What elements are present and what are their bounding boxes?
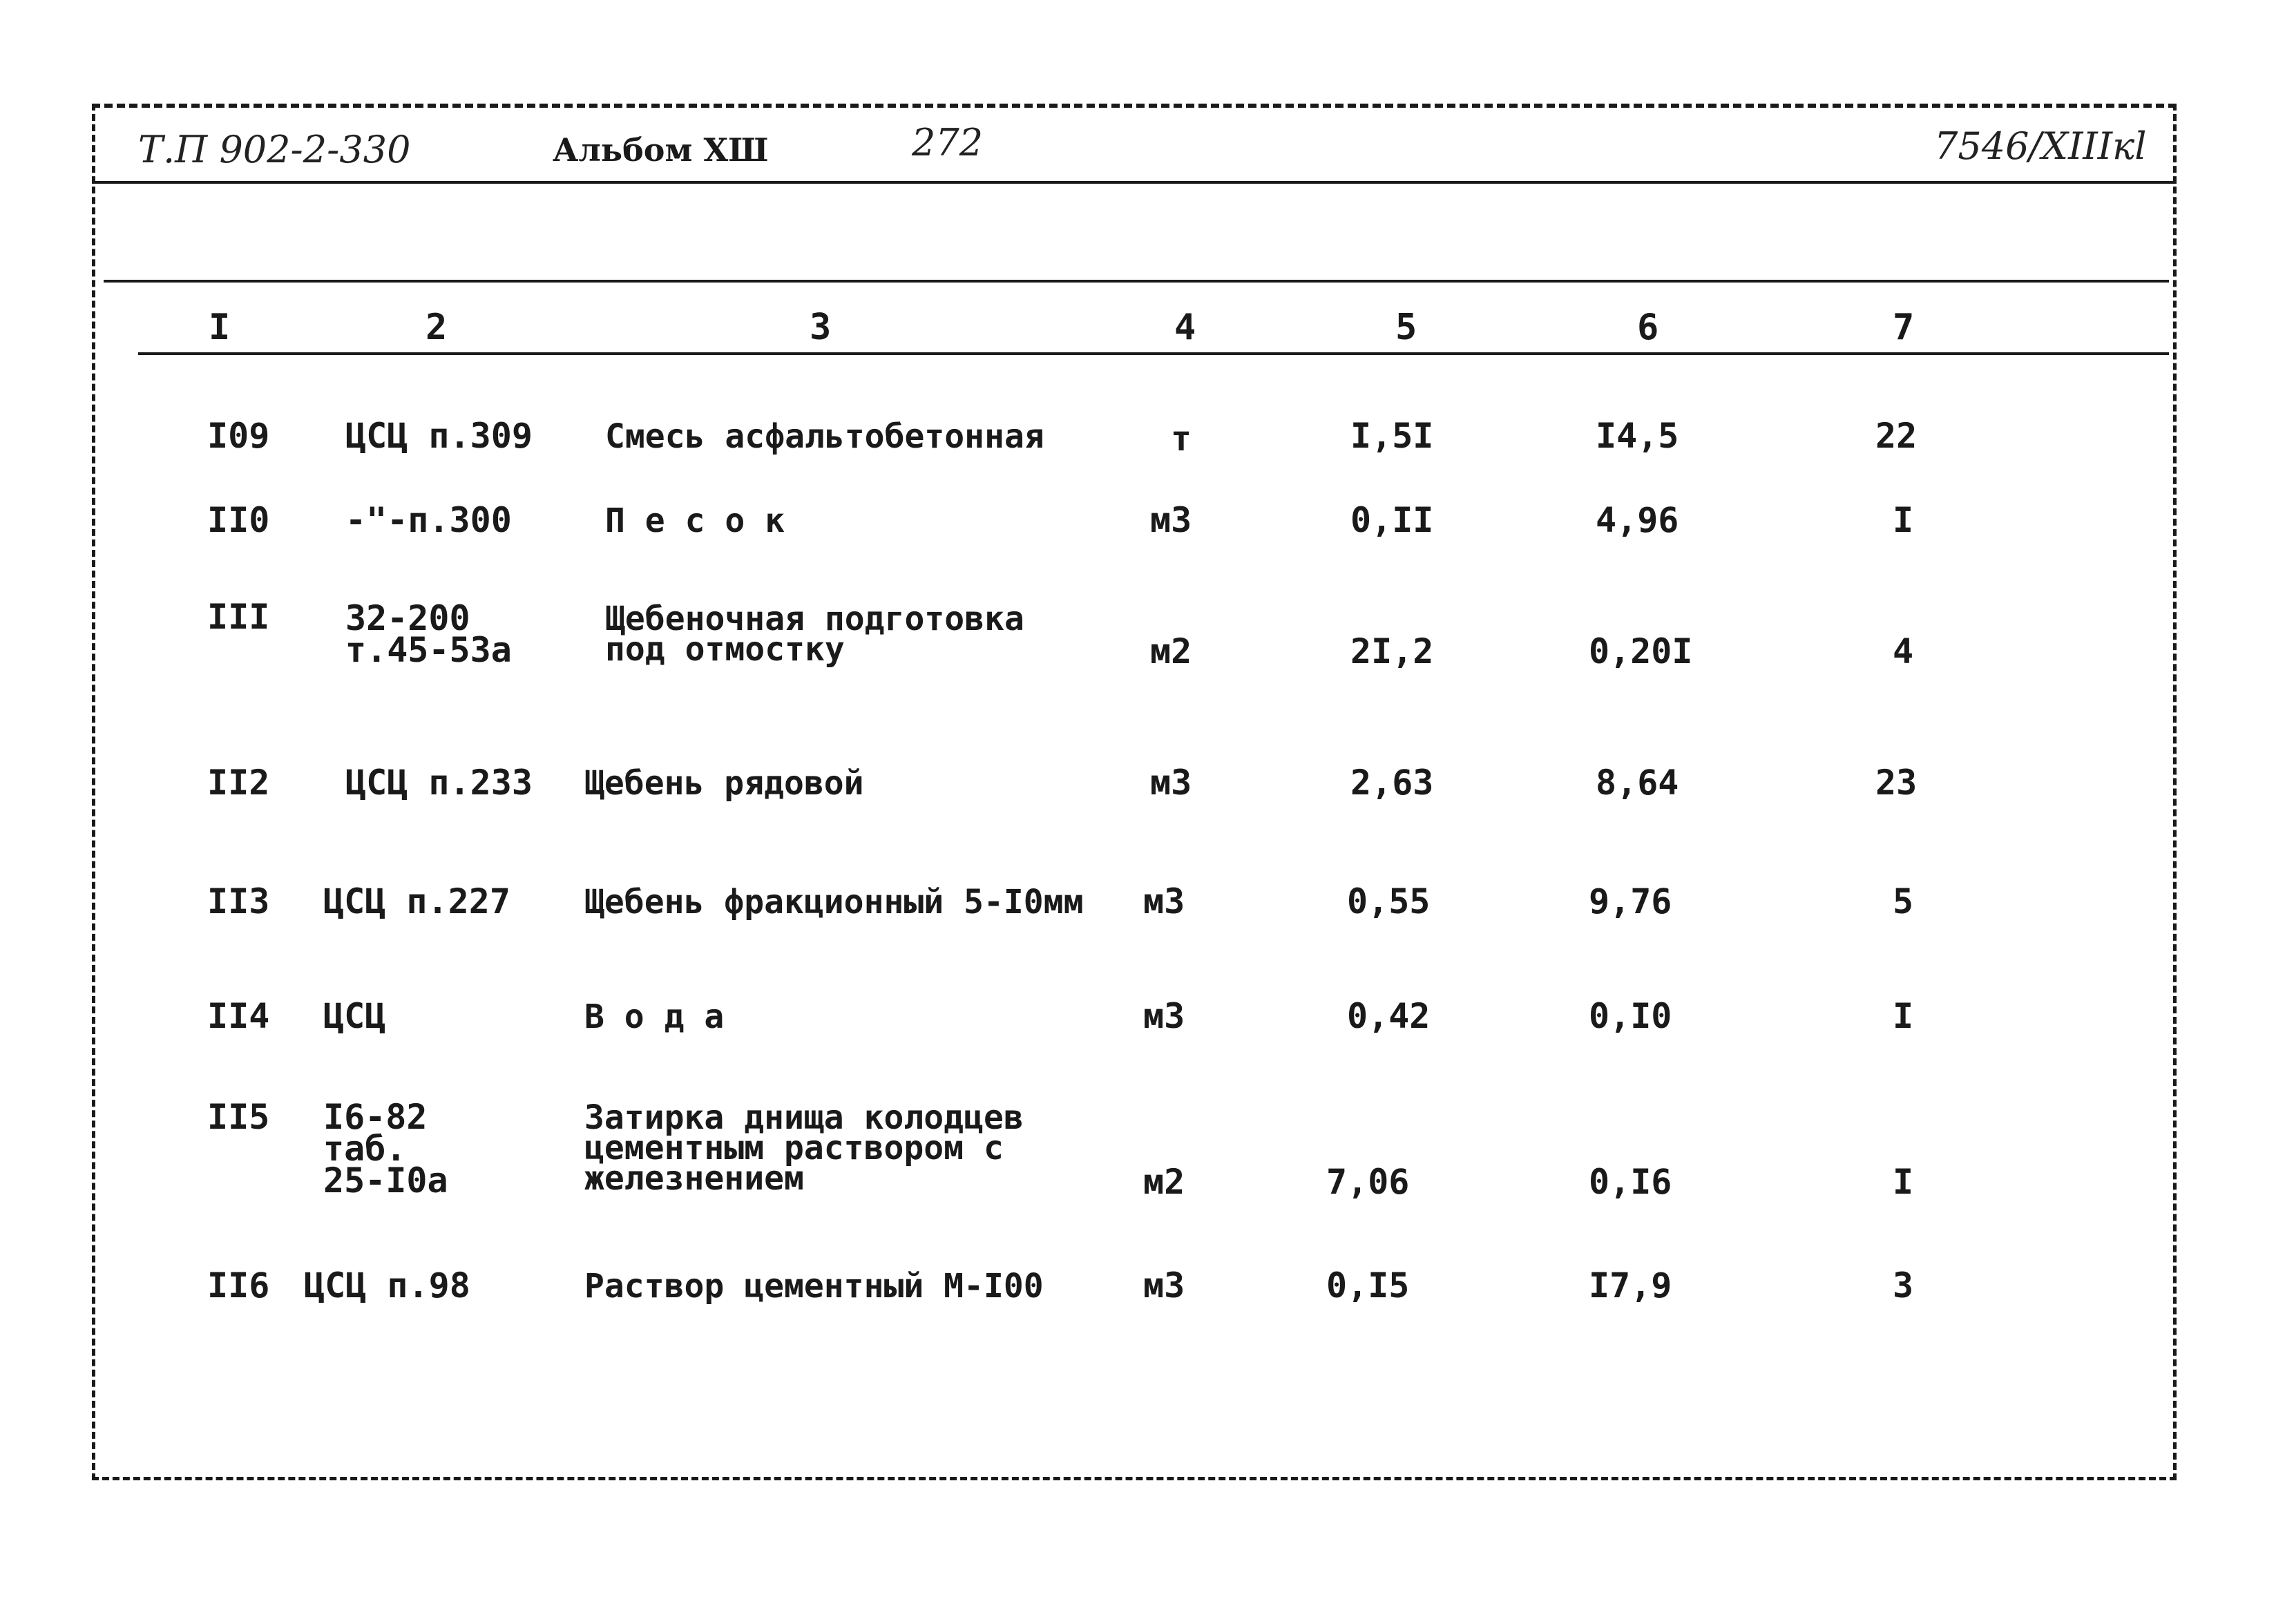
row-price: 8,64: [1596, 763, 1679, 803]
row-description: Щебень рядовой: [584, 764, 864, 803]
row-unit: м2: [1150, 631, 1192, 671]
row-number: II4: [207, 996, 270, 1036]
row-number: II2: [207, 763, 270, 803]
column-number-1: I: [209, 307, 231, 348]
row-description: Щебеночная подготовка под отмостку: [605, 600, 1024, 669]
row-unit: м3: [1143, 881, 1185, 921]
row-total: 5: [1893, 881, 1914, 921]
row-quantity: 0,42: [1347, 996, 1431, 1036]
table-top-divider: [104, 280, 2169, 283]
row-description: В о д а: [584, 997, 725, 1036]
row-unit: м3: [1143, 996, 1185, 1036]
row-reference: ЦСЦ: [323, 996, 386, 1036]
row-unit: т: [1171, 419, 1192, 459]
album-label: Альбом ХШ: [553, 131, 769, 169]
row-quantity: 2,63: [1350, 763, 1434, 803]
row-price: I7,9: [1589, 1265, 1672, 1306]
row-total: 22: [1875, 416, 1918, 456]
column-number-3: 3: [810, 307, 832, 348]
row-unit: м3: [1150, 763, 1192, 803]
row-number: II3: [207, 881, 270, 921]
row-reference: ЦСЦ п.233: [345, 763, 533, 803]
row-price: 4,96: [1596, 500, 1679, 540]
page-number: 272: [912, 121, 984, 164]
row-price: I4,5: [1596, 416, 1679, 456]
row-unit: м3: [1150, 500, 1192, 540]
header-divider: [92, 181, 2177, 184]
column-number-6: 6: [1637, 307, 1659, 348]
row-total: 3: [1893, 1265, 1914, 1306]
row-reference: ЦСЦ п.309: [345, 416, 533, 456]
row-price: 0,I0: [1589, 996, 1672, 1036]
project-code: Т.П 902-2-330: [138, 128, 411, 171]
row-description: Щебень фракционный 5-I0мм: [584, 883, 1084, 921]
row-total: I: [1893, 1162, 1914, 1202]
row-quantity: 0,55: [1347, 881, 1431, 921]
row-quantity: 0,II: [1350, 500, 1434, 540]
column-number-7: 7: [1893, 307, 1915, 348]
row-number: III: [207, 597, 270, 637]
row-number: II6: [207, 1265, 270, 1306]
column-number-4: 4: [1174, 307, 1196, 348]
row-reference: -"-п.300: [345, 500, 512, 540]
row-quantity: 0,I5: [1326, 1265, 1410, 1306]
row-description: Раствор цементный М-I00: [584, 1267, 1044, 1306]
row-reference: 32-200 т.45-53а: [345, 598, 512, 670]
row-total: 4: [1893, 631, 1914, 671]
row-reference: I6-82 таб. 25-I0а: [323, 1097, 448, 1201]
row-description: Затирка днища колодцев цементным раствором с железнением: [584, 1098, 1024, 1198]
row-number: II5: [207, 1097, 270, 1137]
row-description: Смесь асфальтобетонная: [605, 417, 1044, 456]
row-total: I: [1893, 996, 1914, 1036]
column-number-5: 5: [1395, 307, 1417, 348]
column-header-divider: [138, 352, 2169, 355]
row-description: П е с о к: [605, 501, 785, 540]
row-unit: м3: [1143, 1265, 1185, 1306]
row-quantity: I,5I: [1350, 416, 1434, 456]
inventory-number: 7546/XIIIкl: [1934, 124, 2147, 168]
row-number: I09: [207, 416, 270, 456]
row-number: II0: [207, 500, 270, 540]
row-reference: ЦСЦ п.98: [304, 1265, 470, 1306]
row-total: I: [1893, 500, 1914, 540]
row-total: 23: [1875, 763, 1918, 803]
row-quantity: 7,06: [1326, 1162, 1410, 1202]
row-reference: ЦСЦ п.227: [323, 881, 510, 921]
column-number-2: 2: [426, 307, 448, 348]
row-quantity: 2I,2: [1350, 631, 1434, 671]
row-price: 9,76: [1589, 881, 1672, 921]
row-price: 0,I6: [1589, 1162, 1672, 1202]
row-price: 0,20I: [1589, 631, 1693, 671]
row-unit: м2: [1143, 1162, 1185, 1202]
